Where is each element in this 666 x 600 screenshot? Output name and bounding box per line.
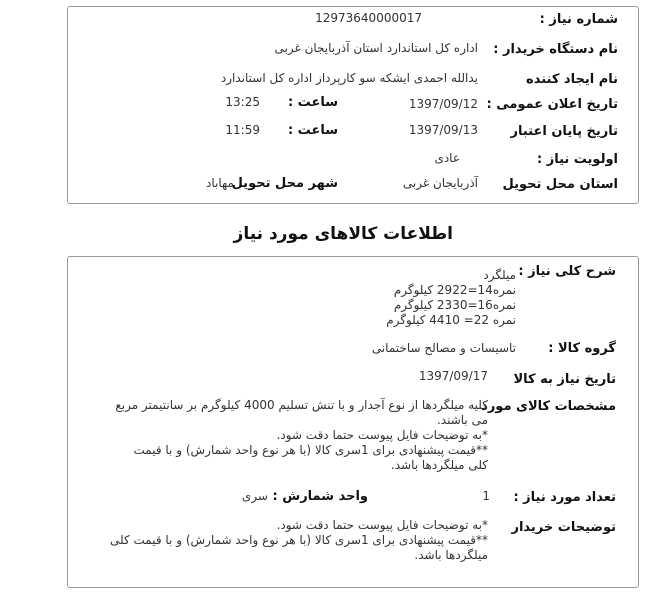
- delivery-city-label: شهر محل تحویل: [231, 176, 338, 191]
- need-date-value: 1397/09/17: [418, 369, 488, 383]
- description-line: نمره14=2922 کیلوگرم: [393, 283, 516, 297]
- need-date-label: تاریخ نیاز به کالا: [513, 372, 616, 387]
- description-line: میلگرد: [483, 268, 516, 282]
- need-number-label: شماره نیاز :: [539, 12, 618, 27]
- buyer-notes-line: میلگردها باشد.: [414, 548, 488, 562]
- buyer-notes-line: *به توضیحات فایل پیوست حتما دقت شود.: [276, 518, 488, 532]
- quantity-value: 1: [482, 489, 490, 503]
- quantity-label: تعداد مورد نیاز :: [513, 490, 616, 505]
- creator-value: یدالله احمدی ایشکه سو کارپرداز اداره کل استاندارد: [220, 71, 478, 85]
- specs-line: کلی میلگردها باشد.: [390, 458, 488, 472]
- group-label: گروه کالا :: [548, 341, 616, 356]
- validity-end-value: 1397/09/13: [408, 123, 478, 137]
- specs-line: می باشند.: [436, 413, 488, 427]
- specs-line: *به توضیحات فایل پیوست حتما دقت شود.: [276, 428, 488, 442]
- unit-label: واحد شمارش :: [272, 489, 368, 504]
- buyer-org-value: اداره کل استاندارد استان آذربایجان غربی: [274, 41, 478, 55]
- delivery-province-value: آذربایجان غربی: [402, 176, 478, 190]
- publish-time-label: ساعت :: [287, 95, 338, 110]
- specs-text: [115, 398, 488, 473]
- validity-time-value: 11:59: [225, 123, 260, 137]
- unit-value: سری: [241, 489, 268, 503]
- validity-time-label: ساعت :: [287, 123, 338, 138]
- need-number-value: 12973640000017: [315, 11, 422, 25]
- delivery-province-label: استان محل تحویل: [502, 177, 618, 192]
- buyer-notes-line: **قیمت پیشنهادی برای 1سری کالا (با هر نوع واحد شمارش) و با قیمت کلی: [110, 533, 488, 547]
- priority-label: اولویت نیاز :: [536, 152, 618, 167]
- specs-line: **قیمت پیشنهادی برای 1سری کالا (با هر نوع واحد شمارش) و با قیمت: [133, 443, 488, 457]
- section-title: اطلاعات کالاهای مورد نیاز: [233, 224, 453, 244]
- description-line: نمره 22= 4410 کیلوگرم: [386, 313, 516, 327]
- description-label: شرح کلی نیاز :: [518, 264, 616, 279]
- specs-line: کلیه میلگردها از نوع آجدار و با تنش تسلیم 4000 کیلوگرم بر سانتیمتر مربع: [115, 398, 488, 412]
- description-line: نمره16=2330 کیلوگرم: [393, 298, 516, 312]
- group-value: تاسیسات و مصالح ساختمانی: [371, 341, 516, 355]
- priority-value: عادی: [434, 151, 460, 165]
- delivery-city-value: مهاباد: [206, 176, 234, 190]
- creator-label: نام ایجاد کننده: [526, 72, 618, 87]
- buyer-notes-label: توضیحات خریدار: [511, 520, 616, 535]
- buyer-notes-text: [110, 518, 488, 563]
- publish-date-value: 1397/09/12: [408, 97, 478, 111]
- publish-time-value: 13:25: [225, 95, 260, 109]
- validity-end-label: تاریخ پایان اعتبار: [510, 124, 618, 139]
- specs-label: مشخصات کالای مورد: [481, 399, 616, 414]
- buyer-org-label: نام دستگاه خریدار :: [493, 42, 618, 57]
- description-text: [386, 268, 516, 328]
- publish-date-label: تاریخ اعلان عمومی :: [486, 97, 618, 112]
